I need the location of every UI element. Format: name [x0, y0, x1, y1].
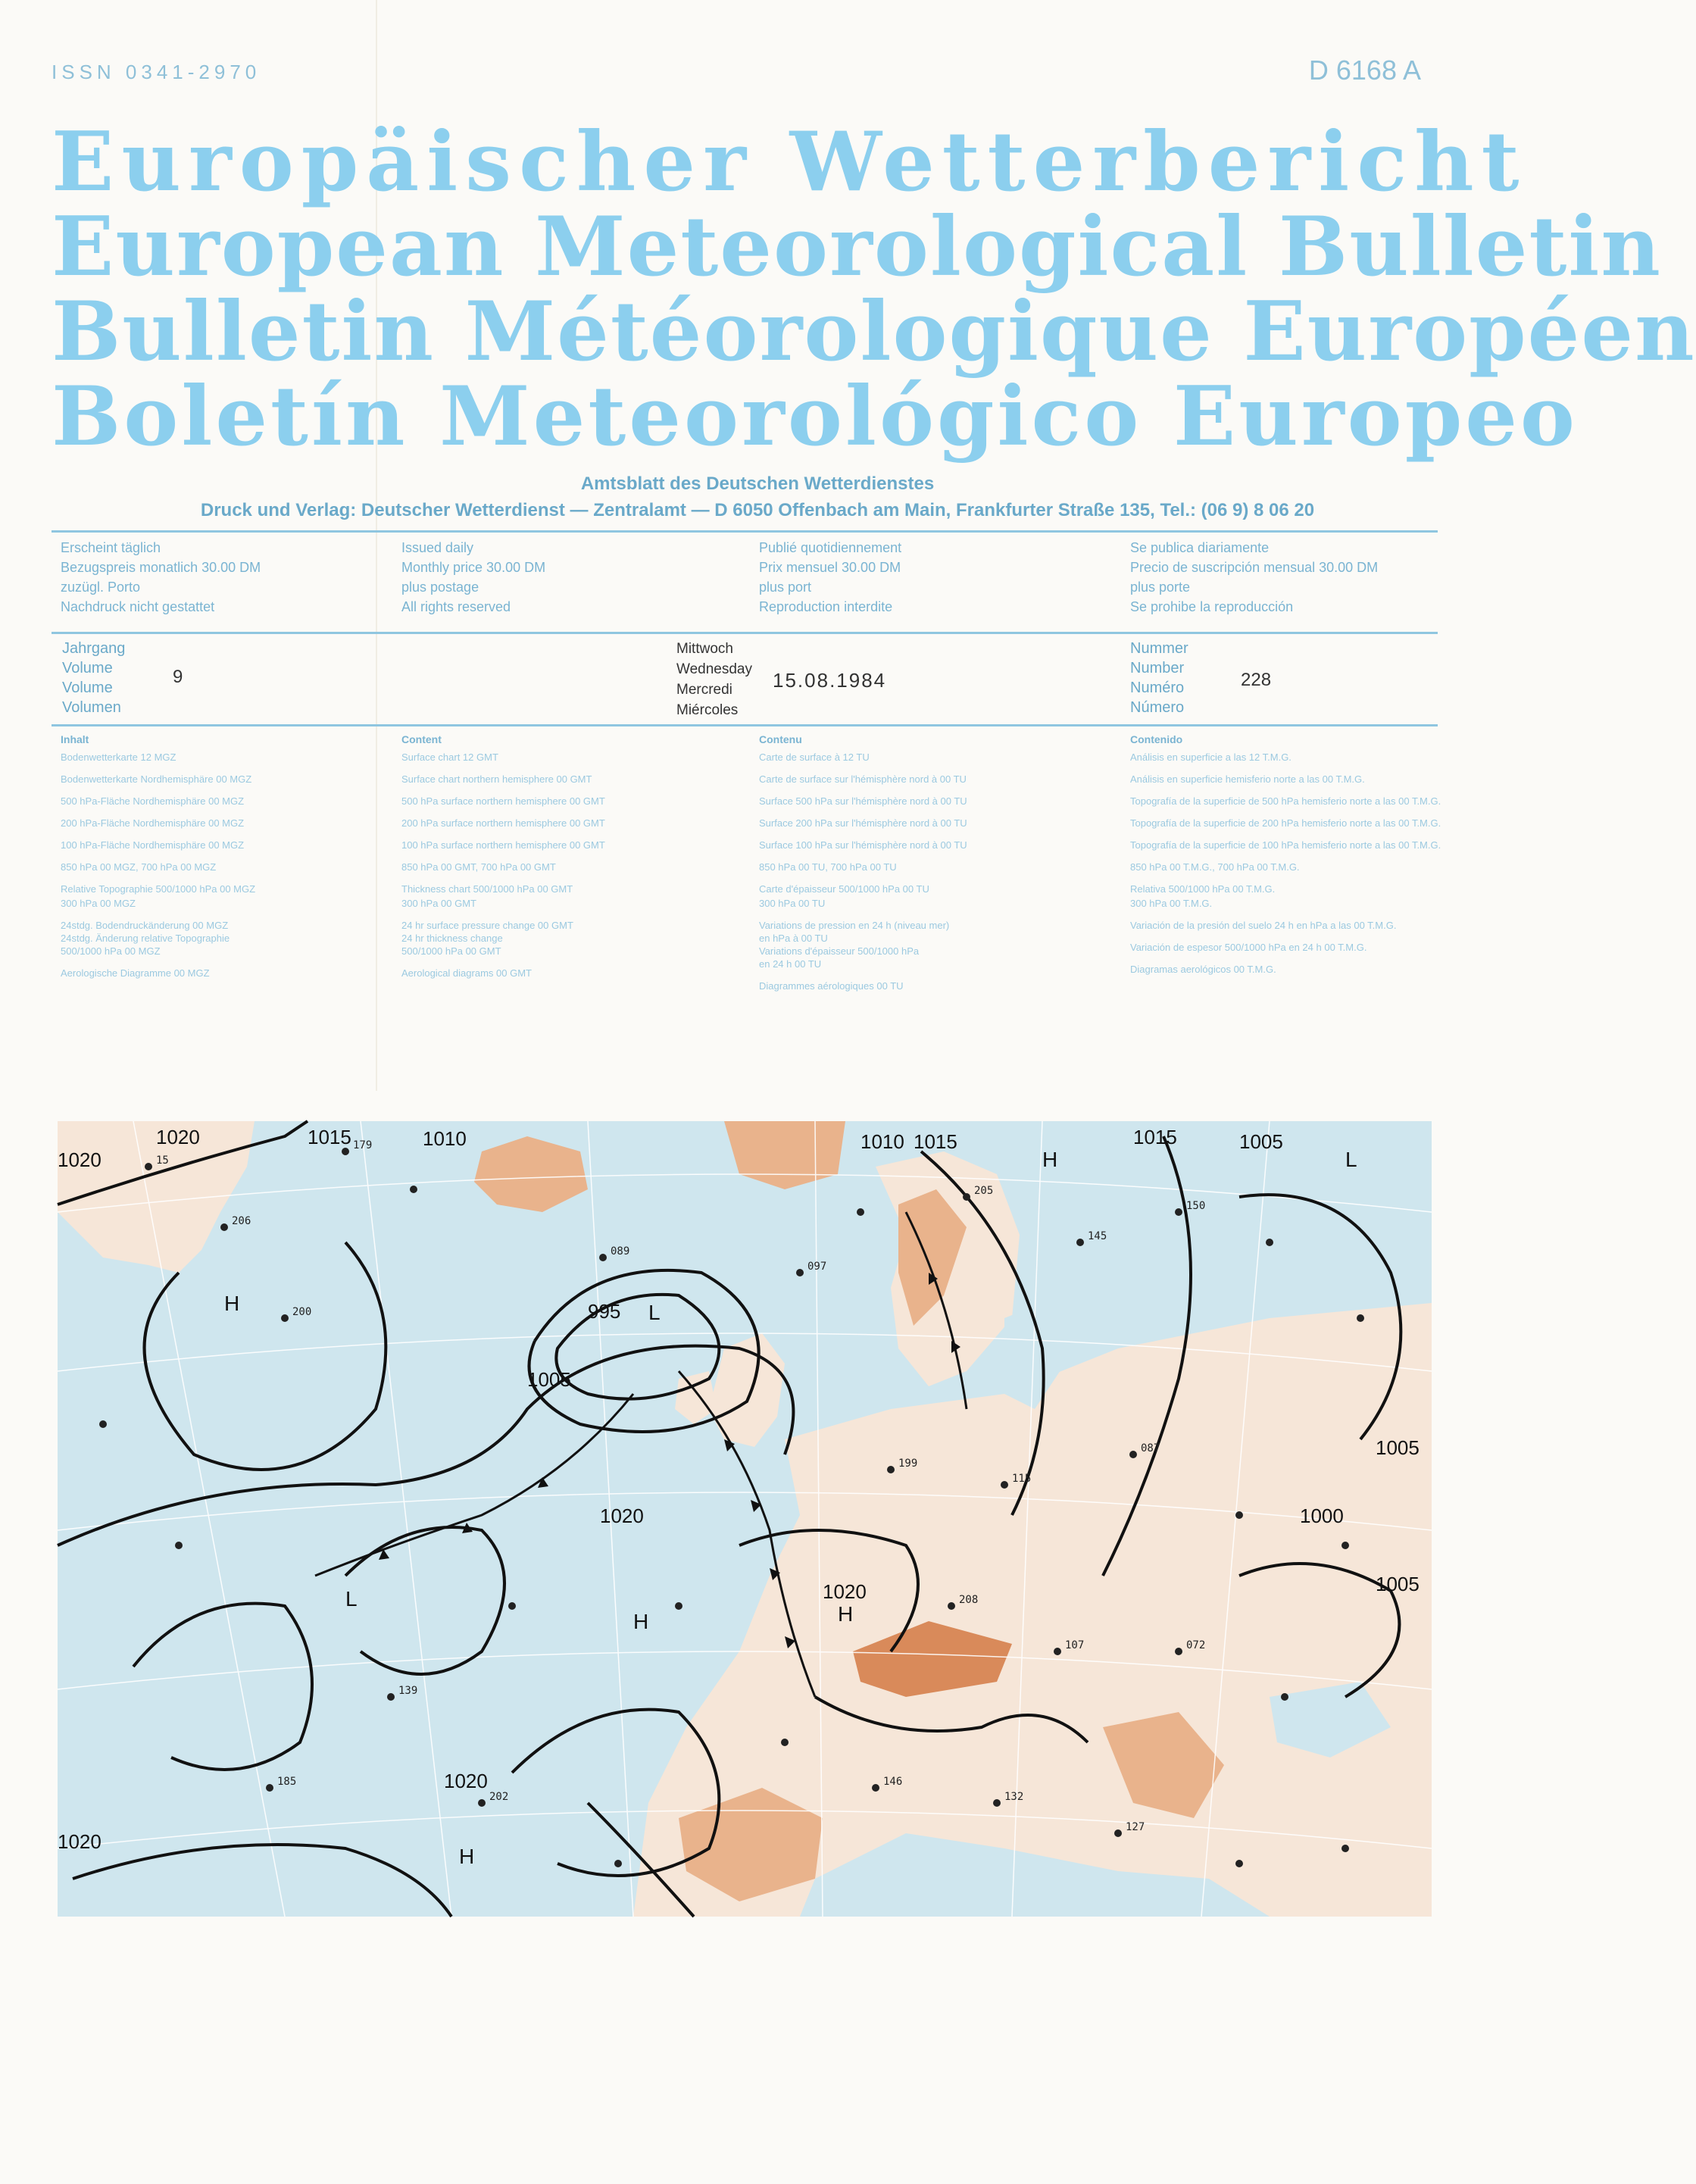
- document-number: D 6168 A: [1308, 55, 1421, 86]
- svg-text:179: 179: [353, 1139, 373, 1151]
- volume-labels: Jahrgang Volume Volume Volumen: [62, 640, 126, 716]
- svg-text:1005: 1005: [527, 1368, 571, 1391]
- publication-de: Erscheint täglich Bezugspreis monatlich 30.00 DM zuzügl. Porto Nachdruck nicht gestattet: [61, 540, 261, 614]
- svg-text:146: 146: [883, 1776, 903, 1788]
- title-french: Bulletin Météorologique Européen: [52, 284, 1696, 380]
- svg-text:200: 200: [292, 1306, 312, 1318]
- svg-text:072: 072: [1186, 1639, 1206, 1651]
- svg-text:185: 185: [277, 1776, 297, 1788]
- title-german: Europäischer Wetterbericht: [52, 114, 1527, 210]
- title-spanish: Boletín Meteorológico Europeo: [52, 369, 1578, 464]
- number-labels: Nummer Number Numéro Número: [1130, 640, 1188, 716]
- svg-text:1020: 1020: [58, 1148, 102, 1171]
- publisher-line: Druck und Verlag: Deutscher Wetterdienst — Zentralamt — D 6050 Offenbach am Main, Frankfurter Straße 135, Tel.: (06 9) 8 06 20: [200, 500, 1315, 520]
- contents-de: Inhalt Bodenwetterkarte 12 MGZ Bodenwetterkarte Nordhemisphäre 00 MGZ 500 hPa-Fläche Nordhemisphäre 00 MGZ 200 hPa-Fläche Nordhemisphäre 00 MGZ 100 hPa-Fläche Nordhemisphäre 00 MGZ 850 hPa 00 MGZ, 700 hPa 00 MGZ Relative Topographie 500/1000 hPa 00 MGZ 300 hPa 00 MGZ 24stdg. Bodendruckänderung 00 MGZ 24stdg. Änderung relative Topographie 500/1000 hPa 00 MGZ Aerologische Diagramme 00 MGZ: [61, 733, 256, 979]
- svg-text:L: L: [648, 1301, 661, 1324]
- svg-text:1000: 1000: [1300, 1504, 1344, 1527]
- divider: [52, 530, 1438, 533]
- svg-text:1020: 1020: [600, 1504, 644, 1527]
- svg-text:995: 995: [588, 1300, 621, 1323]
- publication-fr: Publié quotidiennement Prix mensuel 30.00 DM plus port Reproduction interdite: [759, 540, 902, 614]
- svg-text:1015: 1015: [308, 1126, 351, 1148]
- svg-text:150: 150: [1186, 1200, 1206, 1212]
- svg-text:H: H: [224, 1292, 240, 1315]
- publication-es: Se publica diariamente Precio de suscripción mensual 30.00 DM plus porte Se prohibe la reproducción: [1130, 540, 1379, 614]
- svg-text:127: 127: [1126, 1821, 1145, 1833]
- svg-text:1020: 1020: [823, 1580, 867, 1603]
- volume-value: 9: [173, 667, 183, 687]
- title-english: European Meteorological Bulletin: [52, 199, 1662, 295]
- svg-text:1020: 1020: [444, 1770, 488, 1792]
- issue-date: 15.08.1984: [773, 669, 887, 692]
- svg-text:1020: 1020: [156, 1126, 200, 1148]
- svg-text:H: H: [1042, 1148, 1058, 1171]
- issn: ISSN 0341-2970: [52, 61, 261, 83]
- contents-es: Contenido Análisis en superficie a las 12 T.M.G. Análisis en superficie hemisferio norte a las 00 T.M.G. Topografía de la superficie de 500 hPa hemisferio norte a las 00 T.M.G. Topografía de la superficie de 200 hPa hemisferio norte a las 00 T.M.G. Topografía de la superficie de 100 hPa hemisferio norte a las 00 T.M.G. 850 hPa 00 T.M.G., 700 hPa 00 T.M.G. Relativa 500/1000 hPa 00 T.M.G. 300 hPa 00 T.M.G. Variación de la presión del suelo 24 h en hPa a las 00 T.M.G. Variación de espesor 500/1000 hPa en 24 h 00 T.M.G. Diagramas aerológicos 00 T.M.G.: [1130, 733, 1441, 975]
- svg-text:199: 199: [898, 1458, 918, 1470]
- svg-text:087: 087: [1141, 1442, 1160, 1454]
- svg-text:202: 202: [489, 1791, 509, 1803]
- svg-text:1015: 1015: [1133, 1126, 1177, 1148]
- svg-text:132: 132: [1004, 1791, 1024, 1803]
- svg-text:L: L: [1345, 1148, 1357, 1171]
- svg-text:1005: 1005: [1239, 1130, 1283, 1153]
- weekday-labels: Mittwoch Wednesday Mercredi Miércoles: [676, 641, 752, 718]
- contents-en: Content Surface chart 12 GMT Surface chart northern hemisphere 00 GMT 500 hPa surface northern hemisphere 00 GMT 200 hPa surface northern hemisphere 00 GMT 100 hPa surface northern hemisphere 00 GMT 850 hPa 00 GMT, 700 hPa 00 GMT Thickness chart 500/1000 hPa 00 GMT 300 hPa 00 GMT 24 hr surface pressure change 00 GMT 24 hr thickness change 500/1000 hPa 00 GMT Aerological diagrams 00 GMT: [401, 733, 605, 979]
- svg-text:115: 115: [1012, 1473, 1032, 1485]
- svg-text:208: 208: [959, 1594, 979, 1606]
- svg-text:1005: 1005: [1376, 1436, 1420, 1459]
- svg-text:107: 107: [1065, 1639, 1085, 1651]
- svg-text:1020: 1020: [58, 1830, 102, 1853]
- svg-text:097: 097: [807, 1261, 827, 1273]
- issue-number: 228: [1241, 670, 1272, 690]
- contents-fr: Contenu Carte de surface à 12 TU Carte de surface sur l'hémisphère nord à 00 TU Surface 500 hPa sur l'hémisphère nord à 00 TU Surface 200 hPa sur l'hémisphère nord à 00 TU Surface 100 hPa sur l'hémisphère nord à 00 TU 850 hPa 00 TU, 700 hPa 00 TU Carte d'épaisseur 500/1000 hPa 00 TU 300 hPa 00 TU Variations de pression en 24 h (niveau mer) en hPa à 00 TU Variations d'épaisseur 500/1000 hPa en 24 h 00 TU Diagrammes aérologiques 00 TU: [759, 733, 967, 992]
- amtsblatt-line: Amtsblatt des Deutschen Wetterdienstes: [580, 473, 935, 494]
- svg-text:H: H: [459, 1845, 475, 1868]
- svg-text:1005: 1005: [1376, 1573, 1420, 1595]
- svg-text:206: 206: [232, 1215, 251, 1227]
- divider: [52, 632, 1438, 634]
- divider: [52, 724, 1438, 726]
- svg-text:H: H: [838, 1602, 854, 1626]
- svg-text:H: H: [633, 1610, 649, 1633]
- svg-text:1010: 1010: [423, 1127, 467, 1150]
- svg-text:089: 089: [611, 1245, 630, 1258]
- svg-text:1010: 1010: [860, 1130, 904, 1153]
- surface-weather-map: [58, 1121, 1432, 1917]
- publication-en: Issued daily Monthly price 30.00 DM plus postage All rights reserved: [401, 540, 546, 614]
- svg-text:1015: 1015: [914, 1130, 957, 1153]
- svg-text:139: 139: [398, 1685, 418, 1697]
- svg-text:15: 15: [156, 1154, 169, 1167]
- svg-text:145: 145: [1088, 1230, 1107, 1242]
- svg-text:205: 205: [974, 1185, 994, 1197]
- svg-text:L: L: [345, 1587, 358, 1611]
